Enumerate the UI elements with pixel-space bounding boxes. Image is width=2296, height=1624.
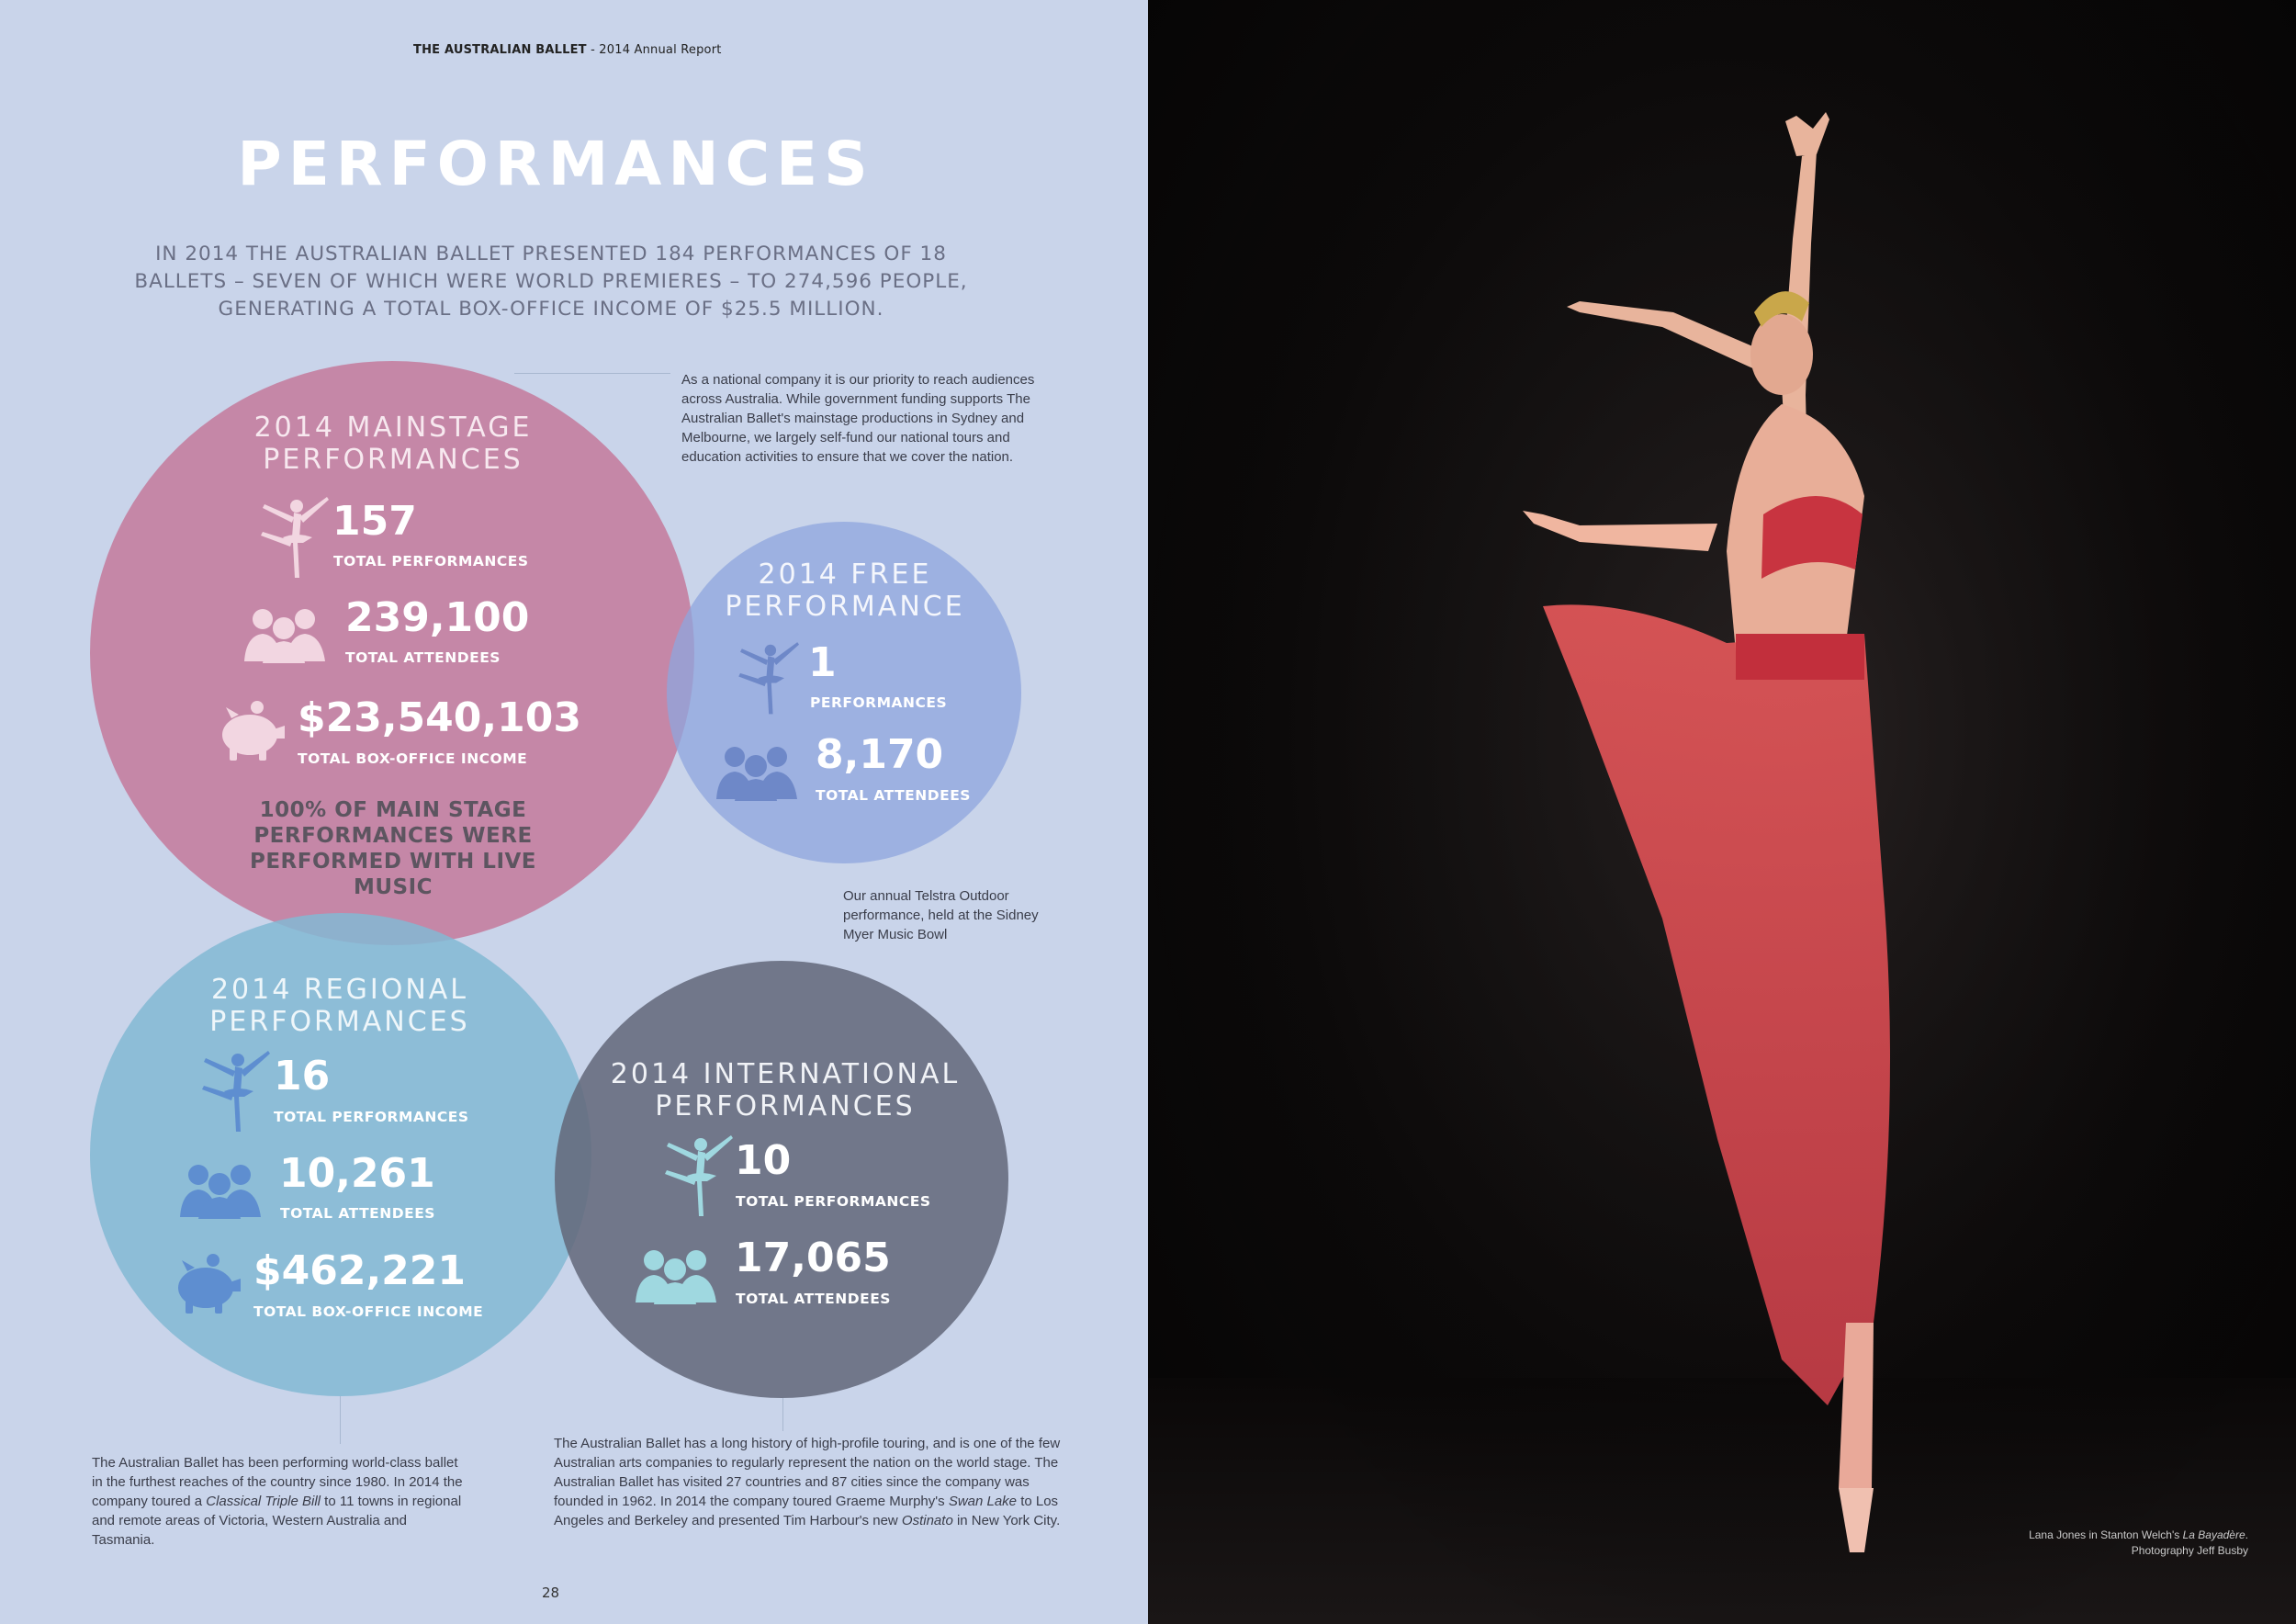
mainstage-attendees-label: TOTAL ATTENDEES xyxy=(345,649,501,666)
international-title xyxy=(560,1058,1010,1122)
international-attendees-value: 17,065 xyxy=(735,1235,891,1281)
guide-rule-intl xyxy=(782,1398,783,1431)
people-icon xyxy=(176,1162,264,1219)
international-performances-label: TOTAL PERFORMANCES xyxy=(736,1193,931,1210)
ballerina-icon xyxy=(650,1130,733,1217)
regional-title-line1: 2014 REGIONAL xyxy=(210,974,469,1006)
international-performances-value: 10 xyxy=(735,1137,792,1184)
guide-rule-top xyxy=(514,373,670,374)
mainstage-income-value: $23,540,103 xyxy=(298,694,581,741)
people-icon xyxy=(632,1247,720,1304)
free-title xyxy=(680,558,1010,623)
free-title-line1: 2014 FREE xyxy=(758,558,932,591)
mainstage-title-line1: 2014 MAINSTAGE xyxy=(253,412,533,444)
intl-note-emphasis-2: Ostinato xyxy=(901,1513,953,1528)
regional-attendees-value: 10,261 xyxy=(279,1150,435,1197)
mainstage-income-label: TOTAL BOX-OFFICE INCOME xyxy=(298,750,528,767)
lead-paragraph: IN 2014 THE AUSTRALIAN BALLET PRESENTED 184 PERFORMANCES OF 18 BALLETS – SEVEN OF WHICH WERE WORLD PREMIERES – TO 274,596 PEOPLE, GENERATING A TOTAL BOX-OFFICE INCOME OF $25.5 MILLION. xyxy=(134,242,968,321)
regional-title-line2: PERFORMANCES xyxy=(209,1006,470,1038)
international-attendees-label: TOTAL ATTENDEES xyxy=(736,1291,891,1307)
regional-performances-value: 16 xyxy=(274,1053,331,1100)
free-attendees-label: TOTAL ATTENDEES xyxy=(816,787,971,804)
live-music-note: 100% OF MAIN STAGE PERFORMANCES WERE PERFORMED WITH LIVE MUSIC xyxy=(249,798,537,899)
intl-note-text-3: in New York City. xyxy=(952,1513,1061,1528)
caption-ballet-title: La Bayadère xyxy=(2182,1528,2245,1541)
caption-text-b: . xyxy=(2245,1528,2248,1541)
international-title-line1: 2014 INTERNATIONAL xyxy=(610,1058,961,1090)
ballerina-icon xyxy=(726,634,799,718)
people-icon xyxy=(241,606,329,663)
free-performances-label: PERFORMANCES xyxy=(810,694,948,711)
outdoor-note: Our annual Telstra Outdoor performance, held at the Sidney Myer Music Bowl xyxy=(843,888,1039,942)
photo-caption xyxy=(2029,1528,2248,1559)
national-priority-note: As a national company it is our priority to reach audiences across Australia. While government funding supports The Australian Ballet's mainstage productions in Sydney and Melbourne, we largely self-fund our national tours and education activities to ensure that we cover the nation. xyxy=(681,372,1035,465)
running-head-brand: THE AUSTRALIAN BALLET xyxy=(413,43,587,57)
free-attendees-value: 8,170 xyxy=(816,731,944,778)
running-head-sub: - 2014 Annual Report xyxy=(586,43,722,57)
ballerina-icon xyxy=(187,1045,270,1133)
international-note xyxy=(554,1434,1068,1530)
mainstage-performances-value: 157 xyxy=(332,498,417,545)
regional-performances-label: TOTAL PERFORMANCES xyxy=(274,1109,469,1125)
regional-note-emphasis: Classical Triple Bill xyxy=(206,1494,321,1509)
page-title: PERFORMANCES xyxy=(237,129,874,199)
regional-title xyxy=(110,974,569,1038)
guide-rule-regional xyxy=(340,1396,341,1444)
regional-note-text-2: to 11 towns in regional and remote areas of Victoria, Western Australia and Tasmania. xyxy=(92,1494,462,1548)
free-title-line2: PERFORMANCE xyxy=(725,591,965,623)
mainstage-title xyxy=(163,412,623,476)
regional-note xyxy=(92,1453,468,1550)
page-number: 28 xyxy=(542,1585,560,1601)
free-performances-value: 1 xyxy=(808,639,837,686)
piggy-bank-icon xyxy=(173,1251,242,1315)
intl-note-text-1: The Australian Ballet has a long history of high-profile touring, and is one of the few Australian arts companies to regularly represent the nation on the world stage. The Australian Ballet has visited 27 countries and 87 cities since the company was founded in 1962. In 2014 the company toured Graeme Murphy's xyxy=(554,1436,1061,1509)
international-title-line2: PERFORMANCES xyxy=(655,1090,916,1122)
regional-income-label: TOTAL BOX-OFFICE INCOME xyxy=(253,1303,484,1320)
ballet-dancer-photo xyxy=(1148,0,2296,1624)
caption-line-2: Photography Jeff Busby xyxy=(2131,1544,2248,1557)
caption-line-1 xyxy=(2029,1528,2248,1543)
mainstage-title-line2: PERFORMANCES xyxy=(263,444,523,476)
piggy-bank-icon xyxy=(217,698,287,762)
photo-page xyxy=(1148,0,2296,1624)
mainstage-performances-label: TOTAL PERFORMANCES xyxy=(333,553,529,570)
caption-text-a: Lana Jones in Stanton Welch's xyxy=(2029,1528,2183,1541)
running-head xyxy=(413,43,722,57)
ballerina-icon xyxy=(246,491,329,579)
intl-note-text-2: to Los Angeles and Berkeley and presented Tim Harbour's new xyxy=(554,1494,1059,1528)
regional-attendees-label: TOTAL ATTENDEES xyxy=(280,1205,435,1222)
intl-note-emphasis-1: Swan Lake xyxy=(948,1494,1018,1509)
regional-note-text-1: The Australian Ballet has been performing world-class ballet in the furthest reaches of the country since 1980. In 2014 the company toured a xyxy=(92,1455,463,1509)
people-icon xyxy=(713,744,801,801)
regional-income-value: $462,221 xyxy=(253,1247,467,1294)
mainstage-attendees-value: 239,100 xyxy=(345,594,530,641)
